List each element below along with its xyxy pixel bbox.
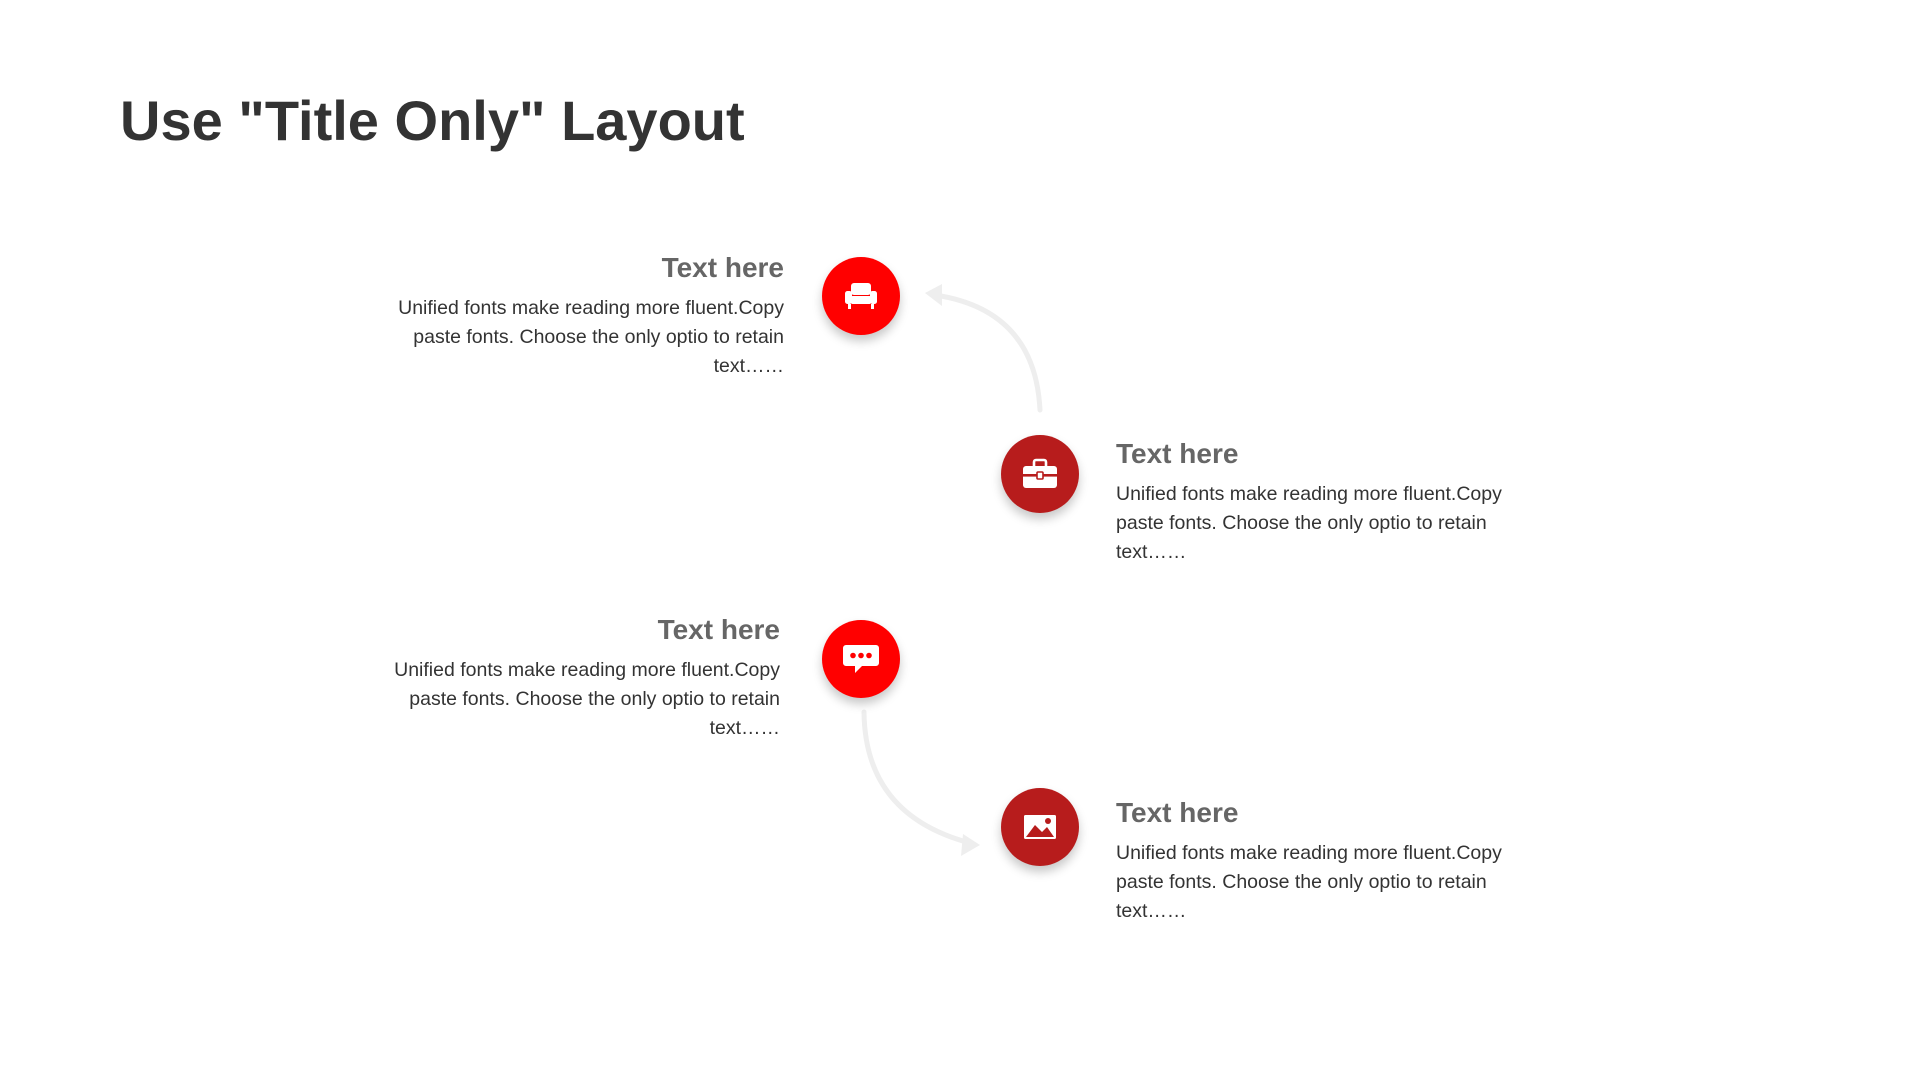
connector-arrow-bottom [864,712,980,856]
item-2-text [1116,436,1522,567]
item-3-heading: Text here [657,614,780,645]
node-4-circle [1001,788,1079,866]
item-2-heading: Text here [1116,438,1239,469]
chat-bubble-icon [842,643,880,675]
item-2-description: Unified fonts make reading more fluent.Copy paste fonts. Choose the only optio to retain text…… [1116,483,1502,563]
item-4-description: Unified fonts make reading more fluent.Copy paste fonts. Choose the only optio to retain text…… [1116,842,1502,922]
briefcase-icon [1022,458,1058,490]
item-1-heading: Text here [661,252,784,283]
item-1-text [378,250,784,381]
connector-arrow-top [925,284,1040,410]
image-icon [1022,812,1058,842]
item-4-heading: Text here [1116,797,1239,828]
item-3-text [374,612,780,743]
item-4-text [1116,795,1522,926]
node-2-circle [1001,435,1079,513]
node-3-circle [822,620,900,698]
slide-title: Use "Title Only" Layout [120,89,745,152]
armchair-icon [843,281,879,311]
node-1-circle [822,257,900,335]
item-3-description: Unified fonts make reading more fluent.Copy paste fonts. Choose the only optio to retain text…… [394,659,780,739]
item-1-description: Unified fonts make reading more fluent.Copy paste fonts. Choose the only optio to retain text…… [398,297,784,377]
